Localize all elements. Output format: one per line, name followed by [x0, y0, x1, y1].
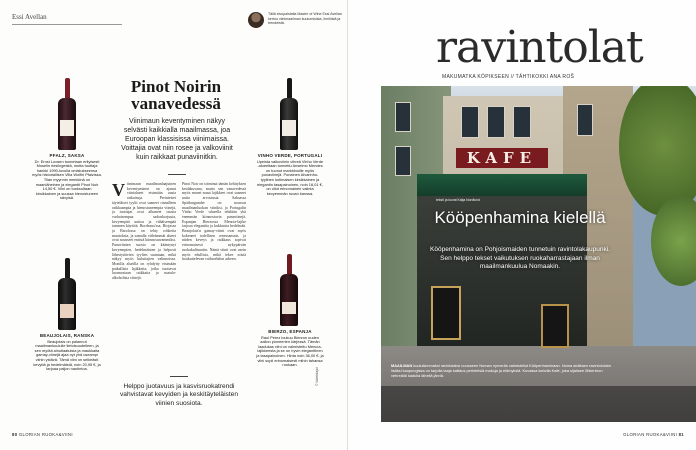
wine-description: Beaujolais on palannut maailmankuululle tietoisuudelleen, ja sen myötä ainutlaatuisia ja maukkaita gamay-viinejä ajaa nyt yhä useampi viinin ystävä. Tämä viini on selkeästi kevyttä ja hedelmäistä, noin 20,95 €, ja tarjoaa paljon nautintoa. [33, 338, 101, 372]
photo-deck: Kööpenhamina on Pohjoismaiden tunnetuin ravintolakaupunki. Sen helppo tekset vaikutuksen ruokaharrastajaan ilman maailmankuulua Nomaakin. [430, 246, 610, 270]
wine-bottle-pfalz [58, 78, 76, 150]
wine-region: PFALZ, SAKSA [49, 153, 85, 158]
author-bio: Tällä sivupalstalla Master of Wine Essi Avellan kertoo viinimaailman kuulumisista, ilmiöistä ja trendeistä. [268, 12, 342, 25]
magazine-name: GLORIAN RUOKA&VIINI [18, 432, 73, 437]
window [395, 102, 411, 132]
window [513, 106, 531, 138]
body-column-2 [182, 182, 246, 372]
window [487, 106, 505, 138]
page-number: 80 [12, 432, 18, 437]
pullquote-rule [170, 376, 188, 377]
wine-bottle-beaujolais [58, 258, 76, 330]
section-subhead: MAKUMATKA KÖPIKSEEN // TÄHTIKOKKI ANA ROŠ [442, 74, 575, 80]
caption-shade [381, 386, 696, 422]
photo-credit: teksti ja kuvat Katja Nordlund [436, 198, 480, 202]
page-number: 81 [678, 432, 684, 437]
photo-title: Kööpenhamina kielellä [434, 208, 606, 227]
article-headline: Pinot Noirin vanavedessä [130, 77, 222, 113]
window [395, 146, 411, 176]
wine-region: BEAUJOLAIS, RANSKA [39, 333, 95, 338]
kafe-sign: KAFE [456, 148, 548, 168]
window [577, 104, 593, 136]
wine-caption-vinho-verde [256, 154, 324, 196]
wine-description: Raul Perez loukuu Bierzon uuden aallon pioneerien kärjessä. Tämän laadukas viini on valmistettu Mencía-lajikkeesta ja se on hyvin eleganttinen ja tasapainoinen. Hinta noin 36,00 €, ja viini sopii erinomaisesti mihin tahansa ruokaan. [256, 334, 324, 368]
caption-lead: MAAILMAN [391, 363, 413, 368]
wine-bottle-bierzo [280, 254, 298, 326]
author-rule [12, 24, 122, 25]
menu-board [431, 286, 461, 340]
page-folio-right [623, 432, 684, 437]
wine-caption-beaujolais [32, 334, 102, 372]
magazine-name: GLORIAN RUOKA&VIINI [623, 432, 678, 437]
wine-region: BIERZO, ESPANJA [268, 329, 312, 334]
photo-credit-vertical: © Valmistajat [315, 367, 319, 386]
right-page [348, 0, 696, 450]
pull-quote: Helppo juotavuus ja kasvisruokatrendi vahvistavat kevyiden ja keskitäyteläisten viinien suosiota. [119, 383, 238, 407]
wine-caption-bierzo [256, 330, 324, 368]
menu-board [541, 304, 569, 348]
deck-rule [168, 174, 186, 175]
body-text-2: Pinot Noir on toiminut tämän kehityksen keulakuvana, mutta sen vanavedessä myös monet muut lajikkeet ovat saaneet uutta arvostusta. Saksassa Spätburgunder on noussut maailmanluokan viiniksi, ja Portugalin Vinho Verde -alueella tehdään yhä enemmän kiinnostavia punaviinejä. Espanjan Bierzossa Mencía-lajike tarjoaa eleganttia ja kukkaista hedelmää. Beaujolais'n gamay-viinit ovat myös kokeneet todellisen renessanssin, ja niiden keveys ja raikkaus sopivat erinomaisesti nykypäivän ruokakulttuuriin. Nämä viinit ovat usein myös edullisia, mikä tekee niistä houkuttelevan vaihtoehdon arkeen. [182, 182, 246, 262]
wine-region: VINHO VERDE, PORTUGALI [257, 153, 323, 158]
wine-description: Dr. Ernst Loosen tunnetaan erityisesti Moselin rieslingeistä, mutta tuottaja hankki 1990-luvulla omistukseensa myös historiallisen Villa Wolfin Pfalzissa. Tilan myynnin merkkinä on maanläheinen ja elegantti Pinot Noir 14,50 €. Viini on tuoksultaan kirsikkainen ja suussa hienostuneen sävyisä. [32, 158, 102, 201]
window [461, 106, 479, 138]
section-masthead: ravintolat [436, 22, 643, 73]
wine-description: Upeista valkoviinin vihreä Vinho Verde -alueeltaan tunnettu Anselmo Mendes on tuonut markkinoille myös punaviinejä. Punainen Alvarinho-tyylinen kotimaisen kirsikkainen ja elegantin tasapainoinen, noin 16,01 €, on ollut erinomainen valinta kevyemmän ruoan kanssa. [256, 158, 324, 196]
caption-text: kuuluisimmaksi ravintolaksi nousseen Noman nyrveräs valmistellut Kööpenhaminaan. Noma aloittaen ravintoloiden lisäksi kaupungissa on tarjolla laaja kattaus perinteisiä makuja ja elämyksiä. Kuvassa kahvila Kafe, joka sijaitsee Østerbron vehreällä kadulla lähellä järviä. [391, 363, 612, 378]
wine-caption-pfalz [32, 154, 102, 201]
body-text-1: iinimaun maailmanlaajuinen keventyminen on ajanut viinialueet etsimään uusia ratkaisuja. Perinteiset täyteläiset tyylit ovat saaneet rinnalleen raikkaampia ja hienostuneempia viinejä, ja tuottajat ovat alkaneet suosia varhaisempaa sadonkorjuuta, kevyempää uuttoa ja vähäisempää tammen käyttöä. Bordeaux'ssa, Riojassa ja Barolossa on tehty rohkeita muutoksia, ja samalla viileämmät alueet ovat nousseet entistä kiinnostavammiksi. Punaviinien suosio on kääntynyt kevyempien, hedelmäisten ja helposti lähestyttävien tyylien suuntaan, mikä näkyy myös kuluttajien valinnoissa. Monilla alueilla on ryhdytty etsimään paikallisia lajikkeita, jotka tuottavat luonnostaan raikkaita ja matala-alkoholisia viinejä. [112, 182, 176, 281]
page-folio-left [12, 432, 73, 437]
author-name: Essi Avellan [12, 13, 47, 21]
photo-caption [391, 364, 613, 378]
dropcap: V [112, 182, 125, 200]
article-deck: Viinimaun keventyminen näkyy selvästi kaikkialla maailmassa, joa Euroopan klassisissa viinimaissa. Voittajia ovat niin rosee ja valkoviinit kuin raikkaat punaviinitkin. [121, 118, 233, 161]
cafe-awning [417, 174, 587, 196]
author-avatar [248, 12, 264, 28]
body-column-1 [112, 182, 176, 378]
wine-bottle-vinho-verde [280, 78, 298, 150]
